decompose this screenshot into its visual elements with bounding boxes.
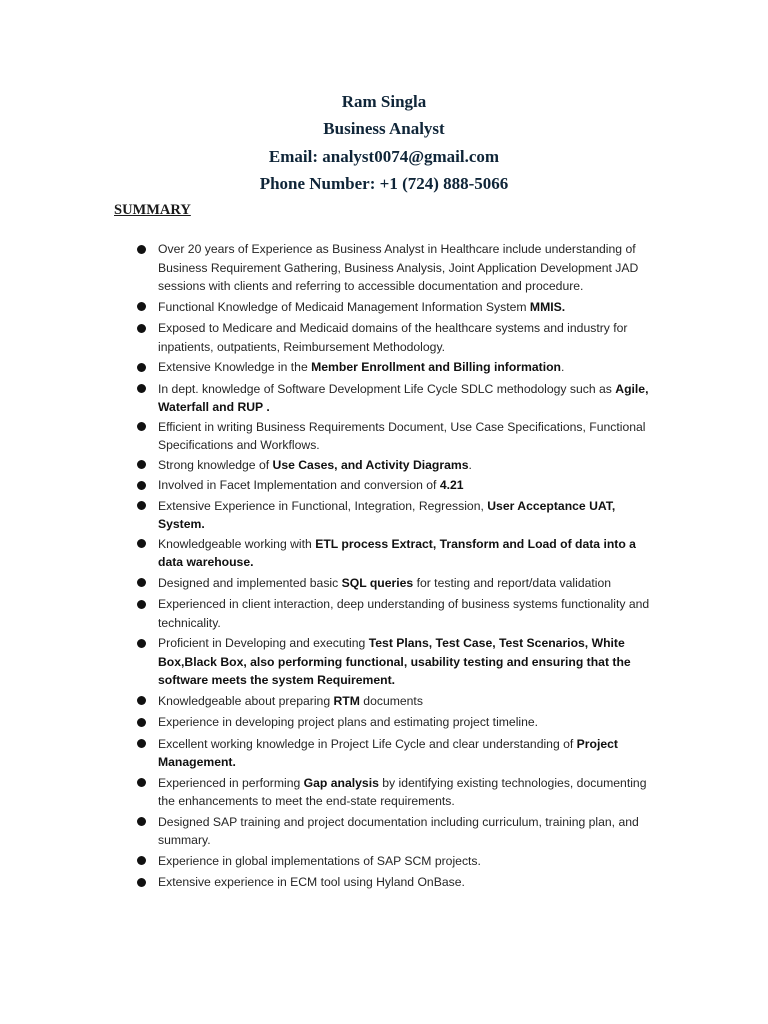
summary-heading: SUMMARY	[114, 202, 191, 218]
summary-item-text	[158, 537, 636, 570]
summary-item-text	[158, 300, 565, 314]
summary-item-text	[158, 737, 618, 770]
phone-line: Phone Number: +1 (724) 888-5066	[259, 173, 509, 193]
bullet-icon	[137, 578, 146, 587]
summary-item-text	[158, 815, 639, 848]
summary-item-text	[158, 382, 648, 415]
summary-item-text	[158, 694, 423, 708]
plain-text: Experience in developing project plans and estimating project timeline.	[158, 715, 539, 729]
bullet-icon	[137, 817, 146, 826]
plain-text: Knowledgeable working with	[158, 536, 316, 551]
bullet-icon	[137, 739, 146, 748]
bullet-icon	[137, 600, 146, 609]
summary-item	[134, 418, 664, 455]
summary-item	[134, 380, 664, 417]
bullet-icon	[137, 422, 146, 431]
bold-text: Test Plans, Test Case, Test Scenarios, White Box,Black Box, also performing functional, usability testing and ensuring that the software meets the system Requirement.	[158, 636, 631, 687]
bullet-icon	[137, 460, 146, 469]
bold-text: RTM	[333, 693, 360, 708]
plain-text: Over 20 years of Experience as Business Analyst in Healthcare include understanding of Business Requirement Gathering, Business Analysis, Joint Application Development JAD sessions with clients and referring to accessible documentation and procedure.	[158, 242, 639, 293]
summary-item-text	[158, 854, 481, 868]
summary-item	[134, 813, 664, 850]
plain-text: Experience in global implementations of SAP SCM projects.	[158, 853, 481, 868]
bullet-icon	[137, 856, 146, 865]
summary-item	[134, 595, 664, 632]
email-line: Email: analyst0074@gmail.com	[268, 146, 500, 166]
summary-item	[134, 735, 664, 772]
bullet-icon	[137, 539, 146, 548]
summary-item	[134, 319, 664, 356]
bullet-icon	[137, 718, 146, 727]
summary-item	[134, 873, 664, 892]
plain-text: documents	[359, 693, 423, 708]
bold-text: Gap analysis	[303, 775, 379, 790]
summary-item-text	[158, 321, 627, 354]
summary-item-text	[158, 715, 538, 729]
summary-item-text	[158, 499, 615, 532]
summary-item-text	[158, 636, 631, 687]
plain-text: Extensive experience in ECM tool using Hyland OnBase.	[158, 875, 465, 889]
summary-item	[134, 456, 664, 475]
bold-text: ETL process Extract, Transform and Load of data into a data warehouse.	[158, 536, 636, 569]
summary-item-text	[158, 420, 646, 453]
bold-text: Agile, Waterfall and RUP .	[158, 381, 649, 414]
summary-item	[134, 713, 664, 732]
plain-text: In dept. knowledge of Software Development Life Cycle SDLC methodology such as	[158, 381, 616, 396]
summary-item	[134, 476, 664, 495]
summary-item	[134, 692, 664, 711]
plain-text: Proficient in Developing and executing	[158, 636, 369, 650]
bullet-icon	[137, 639, 146, 648]
summary-item	[134, 535, 664, 572]
bullet-icon	[137, 501, 146, 510]
bold-text: User Acceptance UAT, System.	[158, 498, 616, 531]
summary-item-text	[158, 242, 638, 293]
plain-text: Designed and implemented basic	[158, 575, 342, 590]
summary-item	[134, 634, 664, 690]
plain-text: Experienced in performing	[158, 775, 304, 790]
plain-text: .	[560, 360, 565, 374]
plain-text: Excellent working knowledge in Project Life Cycle and clear understanding of	[158, 736, 577, 751]
candidate-name: Ram Singla	[341, 92, 427, 111]
summary-item	[134, 574, 664, 593]
summary-item	[134, 240, 664, 296]
bullet-icon	[137, 324, 146, 333]
summary-item-text	[158, 597, 649, 630]
bold-text: MMIS.	[529, 299, 566, 314]
summary-item-text	[158, 576, 611, 590]
summary-item	[134, 298, 664, 317]
summary-item	[134, 358, 664, 377]
summary-item	[134, 774, 664, 811]
bullet-icon	[137, 481, 146, 490]
summary-item-text	[158, 478, 464, 492]
plain-text: Designed SAP training and project documentation including curriculum, training plan, and summary.	[158, 814, 639, 847]
summary-item-text	[158, 776, 646, 809]
plain-text: Knowledgeable about preparing	[158, 693, 334, 708]
bold-text: Project Management.	[158, 736, 618, 769]
bold-text: Use Cases, and Activity Diagrams	[272, 457, 469, 472]
summary-item-text	[158, 458, 472, 472]
bullet-icon	[137, 245, 146, 254]
bullet-icon	[137, 302, 146, 311]
summary-item	[134, 852, 664, 871]
bold-text: Member Enrollment and Billing information	[311, 360, 561, 374]
bullet-icon	[137, 696, 146, 705]
job-title: Business Analyst	[323, 119, 445, 139]
bold-text: SQL queries	[341, 575, 414, 590]
plain-text: Involved in Facet Implementation and conversion of	[158, 478, 440, 492]
plain-text: Efficient in writing Business Requirements Document, Use Case Specifications, Functional Specifications and Workflows.	[158, 419, 646, 452]
plain-text: .	[468, 457, 472, 472]
summary-item-text	[158, 875, 465, 889]
plain-text: Strong knowledge of	[158, 457, 273, 472]
bullet-icon	[137, 778, 146, 787]
bullet-icon	[137, 363, 146, 372]
summary-item-text	[158, 360, 564, 374]
plain-text: Extensive Experience in Functional, Integration, Regression,	[158, 498, 488, 513]
summary-item	[134, 497, 664, 534]
plain-text: for testing and report/data validation	[413, 575, 612, 590]
resume-header	[0, 88, 768, 197]
bold-text: 4.21	[439, 478, 464, 492]
bullet-icon	[137, 878, 146, 887]
plain-text: Experienced in client interaction, deep understanding of business systems functionality and technicality.	[158, 597, 650, 630]
plain-text: Exposed to Medicare and Medicaid domains of the healthcare systems and industry for inpatients, outpatients, Reimbursement Methodology.	[158, 321, 628, 354]
plain-text: Extensive Knowledge in the	[158, 360, 312, 374]
plain-text: Functional Knowledge of Medicaid Management Information System	[158, 299, 530, 314]
summary-list	[134, 240, 664, 892]
bullet-icon	[137, 384, 146, 393]
plain-text: by identifying existing technologies, documenting the enhancements to meet the end-state requirements.	[158, 775, 647, 808]
